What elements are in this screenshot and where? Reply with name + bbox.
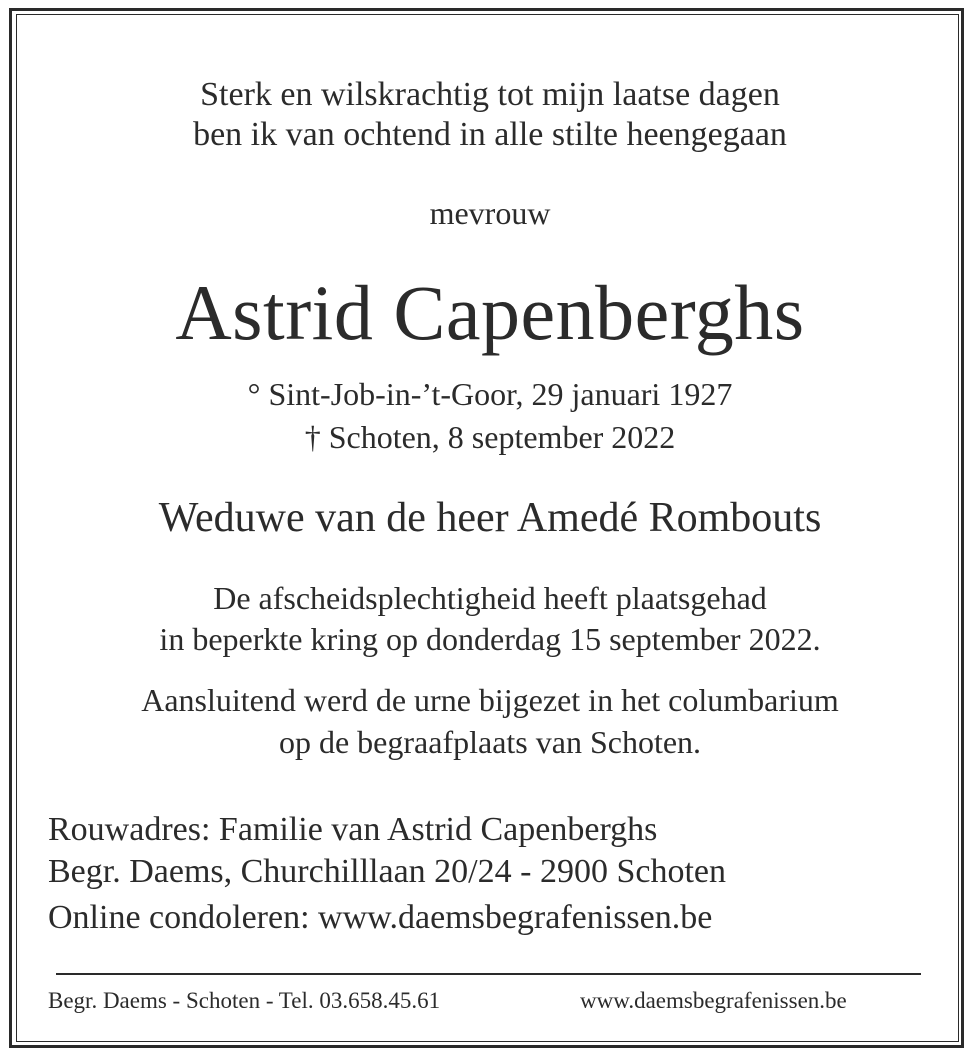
birth-info: ° Sint-Job-in-’t-Goor, 29 januari 1927 — [247, 376, 733, 412]
intro-line-2: ben ik van ochtend in alle stilte heengegaan — [193, 116, 787, 153]
footer-divider — [56, 973, 921, 975]
urn-line-2: op de begraafplaats van Schoten. — [278, 724, 702, 760]
death-info: † Schoten, 8 september 2022 — [304, 419, 676, 455]
funeral-home-address: Begr. Daems, Churchilllaan 20/24 - 2900 Schoten — [48, 853, 726, 890]
online-condolence: Online condoleren: www.daemsbegrafenissen.be — [48, 899, 713, 936]
mourning-address: Rouwadres: Familie van Astrid Capenberghs — [48, 811, 658, 848]
widow-of: Weduwe van de heer Amedé Rombouts — [158, 495, 822, 541]
deceased-name: Astrid Capenberghs — [175, 269, 805, 356]
footer-website: www.daemsbegrafenissen.be — [580, 988, 847, 1013]
footer-contact: Begr. Daems - Schoten - Tel. 03.658.45.61 — [48, 988, 441, 1013]
salutation: mevrouw — [429, 195, 551, 231]
ceremony-line-2: in beperkte kring op donderdag 15 september 2022. — [159, 621, 821, 657]
urn-line-1: Aansluitend werd de urne bijgezet in het columbarium — [141, 682, 839, 718]
intro-line-1: Sterk en wilskrachtig tot mijn laatse dagen — [200, 76, 780, 113]
ceremony-line-1: De afscheidsplechtigheid heeft plaatsgehad — [213, 580, 767, 616]
